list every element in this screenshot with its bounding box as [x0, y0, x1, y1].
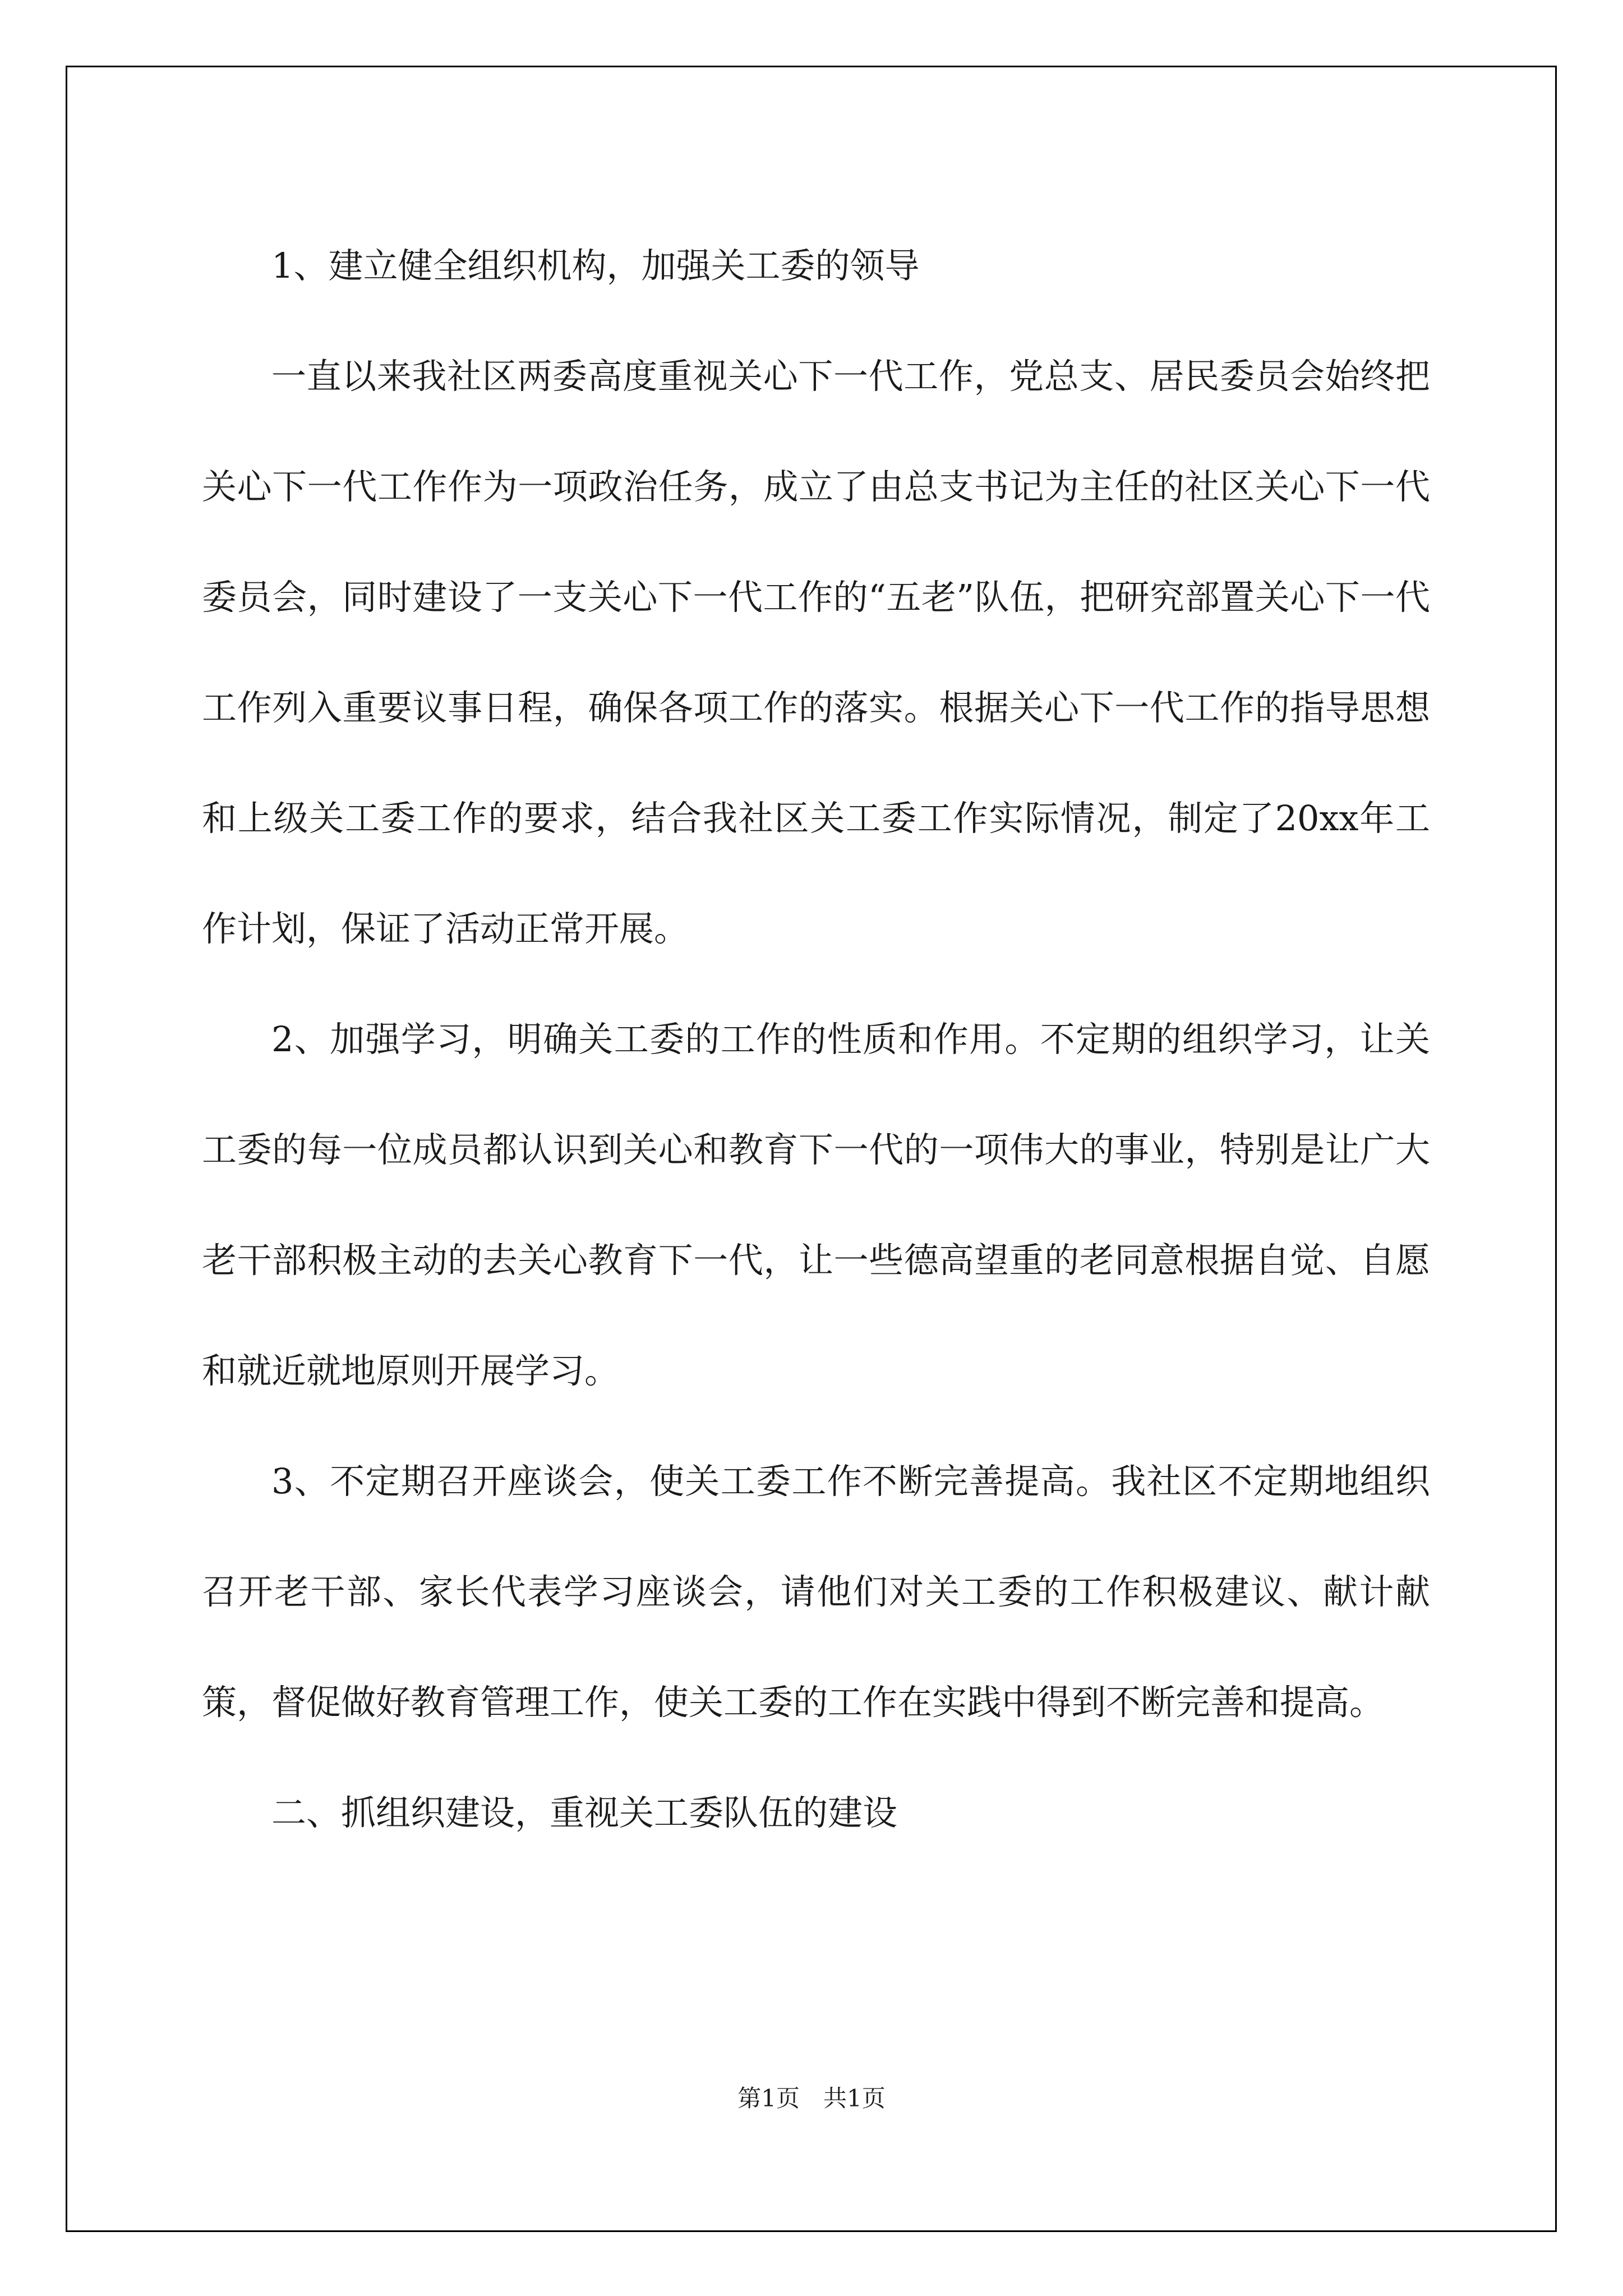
paragraph-body-3: 3、不定期召开座谈会，使关工委工作不断完善提高。我社区不定期地组织召开老干部、家长代表学习座谈会，请他们对关工委的工作积极建议、献计献策，督促做好教育管理工作，使关工委的工作在实践中得到不断完善和提高。 [202, 1461, 1430, 1723]
paragraph-heading-2: 二、抓组织建设，重视关工委队伍的建设 [271, 1792, 898, 1833]
document-body [202, 210, 1430, 1868]
paragraph-body-2: 2、加强学习，明确关工委的工作的性质和作用。不定期的组织学习，让关工委的每一位成员都认识到关心和教育下一代的一项伟大的事业，特别是让广大老干部积极主动的去关心教育下一代，让一些德高望重的老同意根据自觉、自愿和就近就地原则开展学习。 [202, 1019, 1430, 1391]
paragraph-heading-1: 1、建立健全组织机构，加强关工委的领导 [271, 245, 920, 286]
page-number-footer: 第1页 共1页 [737, 2085, 886, 2112]
paragraph-body-1: 一直以来我社区两委高度重视关心下一代工作，党总支、居民委员会始终把关心下一代工作作为一项政治任务，成立了由总支书记为主任的社区关心下一代委员会，同时建设了一支关心下一代工作的“五老”队伍，把研究部置关心下一代工作列入重要议事日程，确保各项工作的落实。根据关心下一代工作的指导思想和上级关工委工作的要求，结合我社区关工委工作实际情况，制定了20xx年工作计划，保证了活动正常开展。 [202, 356, 1430, 949]
